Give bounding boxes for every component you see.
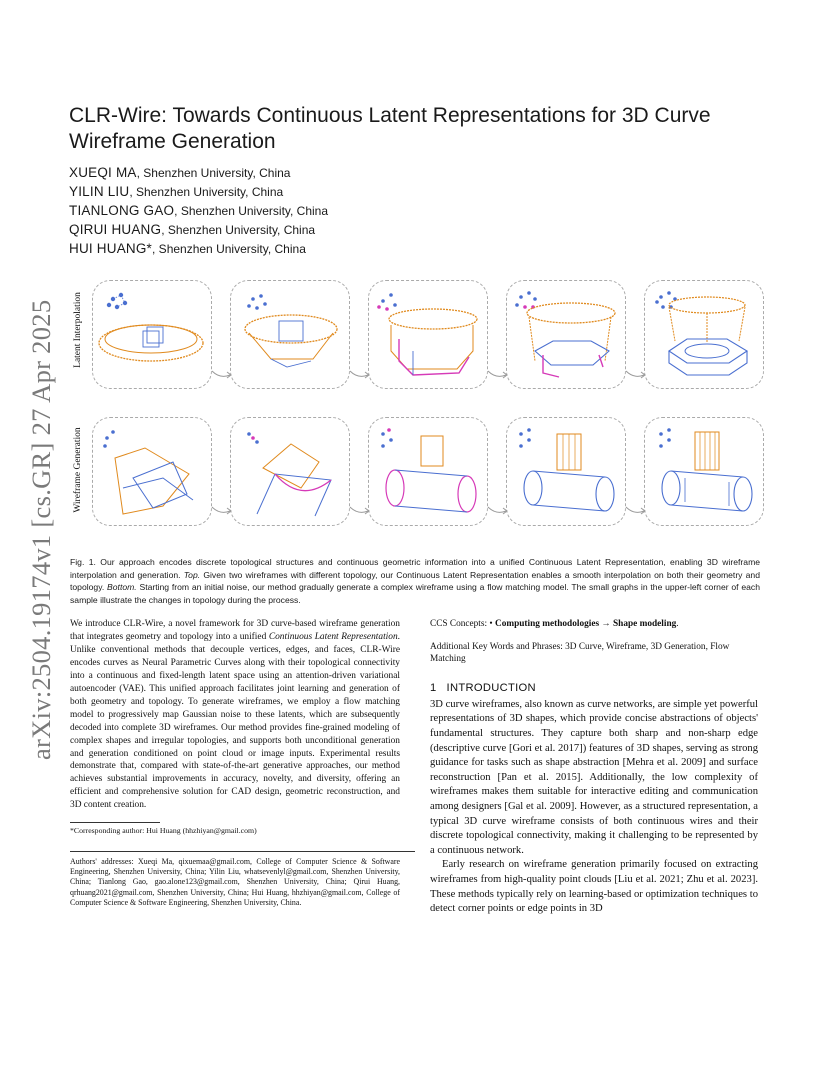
caption-bottom-label: Bottom. [107,582,137,593]
interpolation-panel [230,280,350,389]
caption-text: Starting from an initial noise, our method gradually generate a complex wireframe using a flow matching model. The small graphs in the upper-left corner of each sample illustrate the changes in topology during the process. [70,582,760,605]
caption-text: Our approach encodes discrete topological structures and continuous geometric information into a unified Continuous Latent Representation, enabling 3D wireframe interpolation and generation. [70,557,761,580]
author-name: YILIN LIU [69,184,130,199]
author-name: QIRUI HUANG [69,222,162,237]
generation-panel [368,417,488,526]
ccs-prefix: CCS Concepts: • [430,619,495,629]
generation-panel [230,417,350,526]
flow-arrow-icon [348,503,372,517]
teaser-figure [70,275,760,530]
interpolation-panel [506,280,626,389]
author-entry [69,182,669,201]
flow-arrow-icon [210,367,234,381]
abstract [70,618,400,812]
author-name: TIANLONG GAO [69,203,175,218]
section-title: INTRODUCTION [446,681,536,694]
author-entry [69,163,669,182]
keywords: Additional Key Words and Phrases: 3D Curve, Wireframe, 3D Generation, Flow Matching [430,641,730,665]
section-heading [430,682,758,694]
author-affiliation: , Shenzhen University, China [152,242,306,256]
flow-arrow-icon [486,367,510,381]
generation-panel [506,417,626,526]
author-affiliation: , Shenzhen University, China [161,223,316,237]
interpolation-panel [92,280,212,389]
flow-arrow-icon [210,503,234,517]
author-affiliation: , Shenzhen University, China [129,185,284,199]
intro-paragraph: 3D curve wireframes, also known as curve networks, are simple yet powerful representations of 3D shapes, which provide concise abstractions of objects' fundamental structures. They capture both sharp and non-sharp edge (descriptive curve [Gori et al. 2017]) features of 3D shapes, serving as strong guidance for tasks such as shape abstraction [Mehra et al. 2009] and surface reconstruction [Pan et al. 2015]. Additionally, the low complexity of wireframes makes them suitable for interactive editing and communication among designers [Gal et al. 2009]. However, as a structured representation, a typical 3D curve wireframe consists of both continuous wires and their discrete topological connectivity, making it challenging to be represented by a continuous network. [430,698,759,856]
footnote-divider [70,822,160,823]
abstract-text: We introduce CLR-Wire, a novel framework for 3D curve-based wireframe generation that integrates geometry and topology into a unified [70,619,400,642]
author-list [69,163,669,258]
row-label-wireframe-generation: Wireframe Generation [73,427,83,513]
author-entry [69,239,669,258]
arxiv-stamp: arXiv:2504.19174v1 [cs.GR] 27 Apr 2025 [26,299,56,760]
figure-caption [70,556,760,606]
left-column [70,618,400,908]
author-affiliation: , Shenzhen University, China [174,204,329,218]
flow-arrow-icon [624,503,648,517]
author-affiliation: , Shenzhen University, China [136,166,291,180]
generation-panel [644,417,764,526]
row-label-latent-interpolation: Latent Interpolation [73,292,83,368]
paper-title: CLR-Wire: Towards Continuous Latent Representations for 3D Curve Wireframe Generation [69,104,711,153]
ccs-suffix: . [676,619,679,629]
ccs-concepts [430,618,758,631]
flow-arrow-icon [624,367,648,381]
flow-arrow-icon [486,503,510,517]
flow-arrow-icon [348,367,372,381]
caption-text: Given two wireframes with different topology, our Continuous Latent Representation enables a smooth interpolation on both their geometry and topology. [70,569,760,593]
author-entry [69,201,669,220]
author-addresses: Authors' addresses: Xueqi Ma, qixuemaa@gmail.com, College of Computer Science & Software Engineering, Shenzhen University, China; Yilin Liu, whatsevenlyl@gmail.com, Shenzhen University, China; Tianlong Gao, gao.alone123@gmail.com, Shenzhen University, China; Qirui Huang, qrhuang2021@gmail.com, Shenzhen University, China; Hui Huang, hhzhiyan@gmail.com, College of Computer Science & Software Engineering, Shenzhen University, China. [70,856,400,907]
section-number: 1 [430,681,437,694]
abstract-text: . Unlike conventional methods that decouple vertices, edges, and faces, CLR-Wire encodes curves as Neural Parametric Curves along with their topological connectivity into a continuous and fixed-length latent space using an attention-driven variational autoencoder (VAE). This unified approach facilitates joint learning and generation of both geometry and topology. To generate wireframes, we employ a flow matching model to progressively map Gaussian noise to these latents, which are subsequently decoded into complete 3D wireframes. Our method provides fine-grained modeling of complex shapes and irregular topologies, and supports both unconditional generation and generation conditioned on point cloud or image inputs. Experimental results demonstrate that, compared with state-of-the-art generative approaches, our method achieves substantial improvements in accuracy, novelty, and diversity, offering an efficient and comprehensive solution for CAD design, geometric reconstruction, and 3D content creation. [70,631,401,811]
right-column [430,618,758,917]
caption-top-label: Top. [183,569,201,580]
abstract-emphasis: Continuous Latent Representation [268,631,398,642]
interpolation-panel [644,280,764,389]
intro-paragraph: Early research on wireframe generation primarily focused on extracting wireframes from high-quality point clouds [Liu et al. 2021; Zhu et al. 2023]. These methods typically rely on learning-based or optimization techniques to detect corner points or edge points in 3D [430,859,758,915]
addresses-divider [70,851,415,852]
ccs-concept: Computing methodologies → Shape modeling [494,619,677,629]
author-name: HUI HUANG* [69,241,153,256]
author-entry [69,220,669,239]
author-name: XUEQI MA [69,165,137,180]
generation-panel [92,417,212,526]
caption-label: Fig. 1. [70,557,96,567]
interpolation-panel [368,280,488,389]
corresponding-author-footnote: *Corresponding author: Hui Huang (hhzhiyan@gmail.com) [70,826,257,836]
